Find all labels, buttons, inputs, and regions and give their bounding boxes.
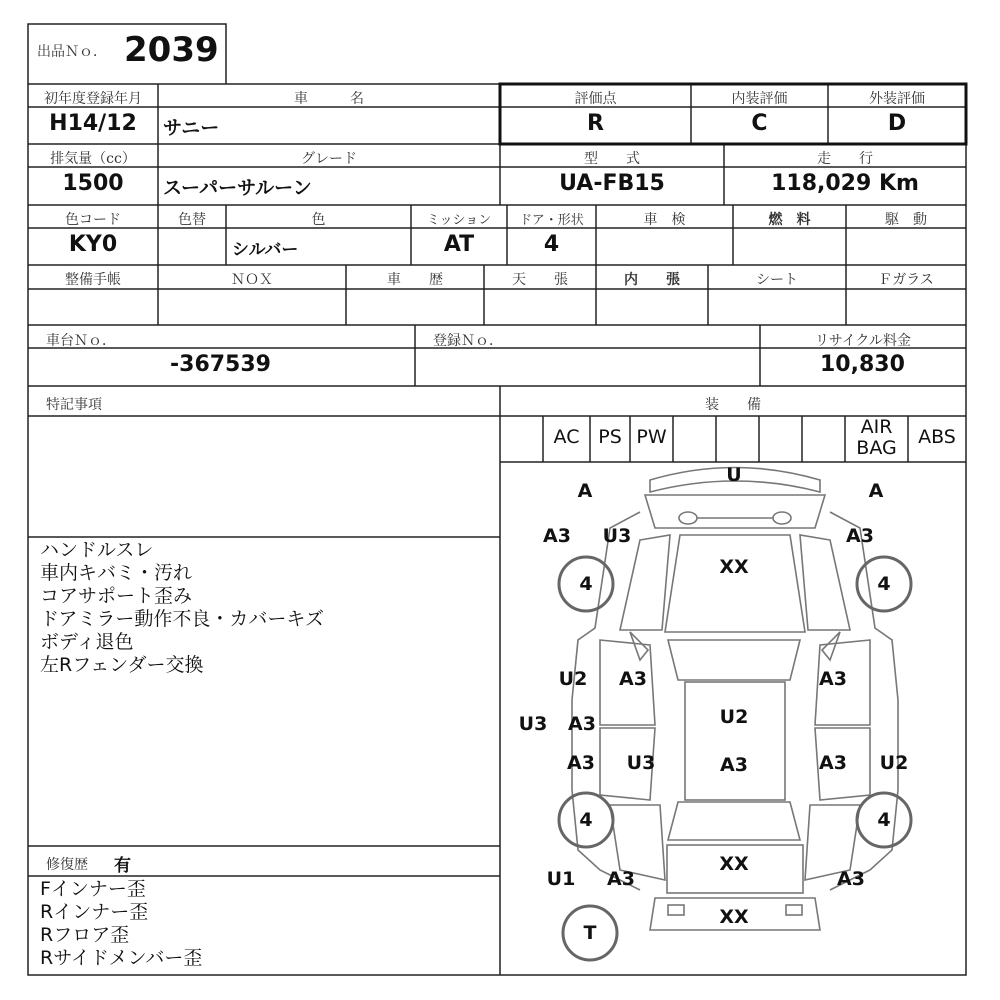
remark-item: ハンドルスレ: [40, 539, 154, 561]
remark-item: ボディ退色: [40, 631, 134, 653]
damage-rl-quarter-a: A3: [607, 868, 635, 890]
damage-fl-tire: 4: [579, 573, 593, 595]
car-name-value: サニー: [163, 117, 220, 139]
exterior-value: D: [887, 111, 907, 136]
equipment-label: 装 備: [705, 397, 761, 413]
roof-label: 天 張: [512, 272, 568, 288]
damage-fr-door: A3: [819, 668, 847, 690]
maintenance-label: 整備手帳: [65, 272, 121, 288]
displacement-value: 1500: [62, 171, 124, 196]
damage-fr-fender: A3: [846, 525, 874, 547]
lot-number: 2039: [124, 30, 219, 70]
interior-value: C: [751, 111, 768, 136]
first-reg-value: H14/12: [49, 111, 137, 136]
damage-l-step-u: U3: [518, 713, 548, 735]
first-reg-label: 初年度登録年月: [44, 91, 142, 107]
registration-label: 登録Ｎｏ．: [433, 333, 503, 349]
damage-spare-tire: T: [583, 922, 597, 944]
damage-fl-fender-u: U3: [602, 525, 632, 547]
damage-rr-door-u: U2: [879, 752, 909, 774]
remark-item: ドアミラー動作不良・カバーキズ: [40, 608, 325, 630]
damage-fr-tire: 4: [877, 573, 891, 595]
damage-rl-door-a: A3: [567, 752, 595, 774]
repair-item: Fインナー歪: [40, 878, 146, 900]
exterior-label: 外装評価: [869, 91, 925, 107]
drive-label: 駆 動: [885, 212, 927, 228]
door-shape-label: ドア・形状: [519, 213, 584, 228]
color-label: 色: [311, 212, 326, 228]
damage-bonnet: XX: [719, 556, 749, 578]
equipment-ps: PS: [598, 426, 622, 448]
equipment-airbag: [845, 417, 908, 459]
interior-label: 内装評価: [731, 91, 788, 107]
grade-label: グレード: [301, 151, 357, 167]
repair-item: Rサイドメンバー歪: [40, 947, 203, 969]
equipment-ac: AC: [553, 426, 580, 448]
grade-value: スーパーサルーン: [163, 177, 312, 199]
car-name-label: 車 名: [294, 91, 364, 107]
nox-label: ＮＯＸ: [231, 272, 273, 288]
mission-label: ミッション: [426, 213, 492, 228]
score-value: R: [587, 111, 604, 136]
equipment-pw: PW: [636, 426, 667, 448]
repair-list: [40, 878, 202, 970]
seat-label: シート: [756, 272, 798, 288]
damage-roof-u: U2: [719, 706, 749, 728]
damage-rr-quarter: A3: [837, 868, 865, 890]
history-label: 車 歴: [387, 272, 443, 288]
mileage-label: 走 行: [817, 151, 873, 167]
f-glass-label: Ｆガラス: [878, 272, 934, 288]
chassis-label: 車台Ｎｏ．: [46, 333, 116, 349]
equipment-airbag-line1: AIR: [860, 416, 893, 438]
remarks-list: [40, 539, 324, 677]
mission-value: AT: [443, 232, 475, 257]
lot-label: 出品Ｎｏ．: [37, 44, 107, 60]
damage-rl-quarter-u: U1: [546, 868, 576, 890]
door-shape-value: 4: [543, 232, 560, 257]
mileage-value: 118,029 Km: [771, 171, 919, 196]
color-code-value: KY0: [68, 232, 118, 257]
damage-trunk: XX: [719, 853, 749, 875]
remark-item: コアサポート歪み: [40, 585, 193, 607]
equipment-airbag-line2: BAG: [856, 437, 897, 459]
damage-rr-tire: 4: [877, 809, 891, 831]
repair-item: Rフロア歪: [40, 924, 130, 946]
fuel-label: 燃 料: [768, 212, 811, 228]
damage-rr-door-a: A3: [819, 752, 847, 774]
color-change-label: 色替: [178, 212, 206, 228]
repair-label: 修復歴: [46, 857, 88, 873]
recycle-label: リサイクル料金: [814, 333, 912, 349]
score-label: 評価点: [574, 91, 617, 107]
remark-item: 車内キバミ・汚れ: [40, 562, 193, 584]
model-value: UA-FB15: [559, 171, 665, 196]
inspection-label: 車 検: [643, 212, 686, 228]
displacement-label: 排気量（cc）: [50, 151, 136, 167]
repair-item: Rインナー歪: [40, 901, 149, 923]
remarks-label: 特記事項: [46, 397, 102, 413]
damage-roof-a: A3: [720, 754, 748, 776]
color-value: シルバー: [232, 240, 299, 260]
remark-item: 左Rフェンダー交換: [40, 654, 204, 676]
damage-front-left: A: [577, 480, 593, 502]
damage-l-step-a: A3: [568, 713, 596, 735]
damage-fl-fender-a: A3: [543, 525, 571, 547]
color-code-label: 色コード: [65, 212, 121, 228]
damage-front-right: A: [868, 480, 884, 502]
damage-fl-door-u: U2: [558, 668, 588, 690]
chassis-value: -367539: [170, 352, 271, 377]
damage-rear-bumper: XX: [719, 906, 749, 928]
repair-value: 有: [114, 856, 131, 876]
recycle-value: 10,830: [820, 352, 905, 377]
damage-fl-door-a: A3: [619, 668, 647, 690]
damage-front-bumper: U: [726, 464, 742, 486]
inner-lining-label: 内 張: [624, 272, 680, 288]
damage-rl-tire: 4: [579, 809, 593, 831]
equipment-abs: ABS: [918, 426, 956, 448]
damage-rl-door-u: U3: [626, 752, 656, 774]
model-label: 型 式: [584, 151, 640, 167]
